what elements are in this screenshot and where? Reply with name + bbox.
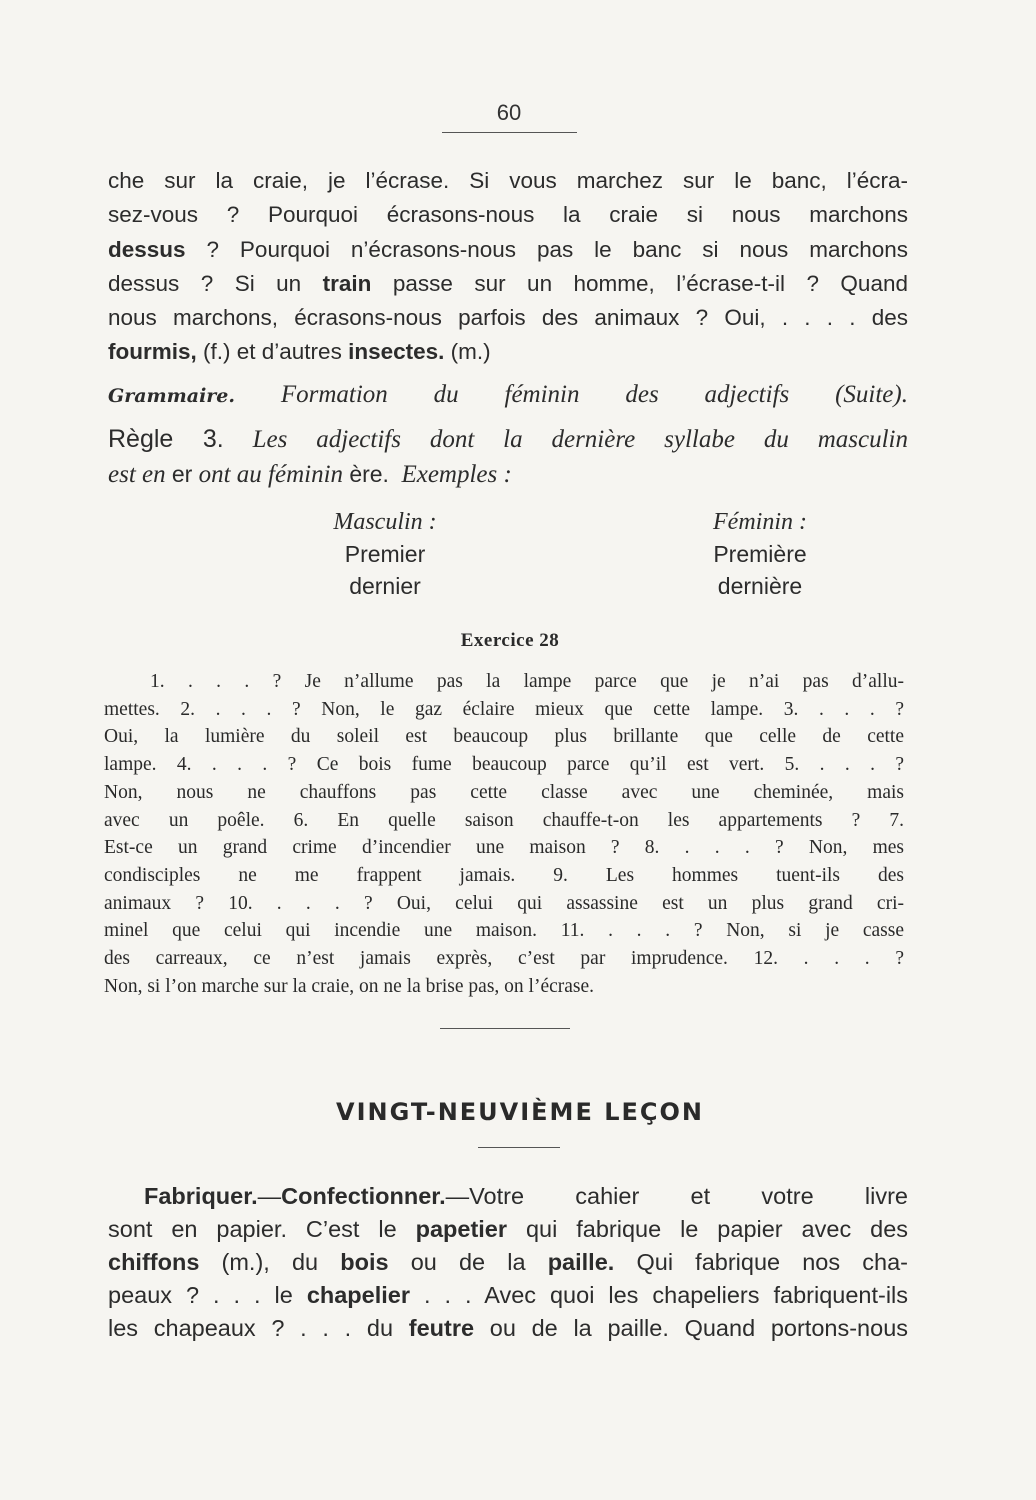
masculin-column	[310, 506, 460, 602]
exercise-title: Exercice 28	[460, 630, 560, 651]
intro-paragraph	[108, 164, 908, 370]
exercise-line: lampe. 4. . . . ? Ce bois fume beaucoup parce qu’il est vert. 5. . . . ?	[104, 754, 904, 776]
section-rule	[440, 1028, 570, 1029]
bold-word: insectes.	[348, 339, 445, 365]
intro-line-1: che sur la craie, je l’écrase. Si vous marchez sur le banc, l’écra-	[108, 168, 908, 193]
page-number: 60	[496, 100, 522, 125]
lesson-line-2: sont en papier. C’est le papetier qui fabrique le papier avec des	[108, 1216, 909, 1242]
grammar-title: Formation du féminin des adjectifs (Suite).	[280, 381, 908, 408]
exercise-line: mettes. 2. . . . ? Non, le gaz éclaire mieux que cette lampe. 3. . . . ?	[104, 698, 904, 720]
rule-text-1: Les adjectifs dont la dernière syllabe du masculin	[252, 426, 908, 453]
bold-word: train	[322, 270, 372, 296]
intro-line-3: dessus ? Pourquoi n’écrasons-nous pas le banc si nous marchons	[108, 236, 908, 262]
exercise-line: Est-ce un grand crime d’incendier une maison ? 8. . . . ? Non, mes	[104, 837, 904, 859]
fem-word-1: Première	[713, 541, 807, 567]
fem-word-2: dernière	[717, 573, 803, 599]
exercise-line: avec un poêle. 6. En quelle saison chauffe-t-on les appartements ? 7.	[104, 809, 904, 831]
lesson-title: VINGT-NEUVIÈME LEÇON	[336, 1098, 704, 1126]
exercise-line: 1. . . . ? Je n’allume pas la lampe parce que je n’ai pas d’allu-	[150, 671, 904, 692]
feminin-column	[680, 506, 840, 602]
examples-label: Exemples :	[401, 461, 512, 489]
exercise-line: minel que celui qui incendie une maison. 11. . . . ? Non, si je casse	[104, 920, 904, 942]
exercise-line: animaux ? 10. . . . ? Oui, celui qui assassine est un plus grand cri-	[104, 892, 904, 914]
exercise-line: Non, nous ne chauffons pas cette classe avec une cheminée, mais	[104, 781, 904, 803]
exercise-line: des carreaux, ce n’est jamais exprès, c’est par imprudence. 12. . . . ?	[104, 948, 904, 970]
lesson-paragraph	[108, 1180, 908, 1345]
intro-line-6: fourmis, (f.) et d’autres insectes. (m.)	[108, 339, 491, 365]
rule-paragraph	[108, 422, 908, 493]
masc-word-1: Premier	[344, 541, 426, 567]
feminin-heading: Féminin :	[713, 509, 807, 535]
exercise-line: condisciples ne me frappent jamais. 9. Les hommes tuent-ils des	[104, 864, 904, 886]
intro-line-2: sez-vous ? Pourquoi écrasons-nous la craie si nous marchons	[108, 202, 908, 228]
masc-word-2: dernier	[349, 573, 421, 599]
intro-line-4: dessus ? Si un train passe sur un homme, l’écrase-t-il ? Quand	[108, 270, 908, 296]
lesson-line-1: Fabriquer.—Confectionner.—Votre cahier et votre livre	[144, 1183, 908, 1209]
lesson-line-4: peaux ? . . . le chapelier . . . Avec quoi les chapeliers fabriquent-ils	[108, 1282, 909, 1308]
header-rule	[442, 132, 577, 133]
rule-line-1	[108, 422, 908, 457]
exercise-text	[104, 668, 904, 1000]
intro-line-5: nous marchons, écrasons-nous parfois des animaux ? Oui, . . . . des	[108, 305, 908, 331]
grammar-line	[108, 378, 908, 413]
bold-word: dessus	[108, 236, 186, 262]
bold-word: fourmis,	[108, 339, 197, 365]
rule-line-2: est en er ont au féminin ère. Exemples :	[108, 461, 512, 489]
grammar-heading	[108, 378, 908, 413]
grammar-label: Grammaire.	[108, 385, 235, 407]
lesson-line-5: les chapeaux ? . . . du feutre ou de la paille. Quand portons-nous	[108, 1315, 909, 1341]
rule-label: Règle 3.	[108, 425, 224, 453]
exercise-line: Non, si l’on marche sur la craie, on ne la brise pas, on l’écrase.	[104, 975, 595, 997]
masculin-heading: Masculin :	[333, 509, 437, 535]
lesson-rule	[478, 1147, 560, 1148]
exercise-line: Oui, la lumière du soleil est beaucoup plus brillante que celle de cette	[104, 726, 904, 748]
lesson-line-3: chiffons (m.), du bois ou de la paille. Qui fabrique nos cha-	[108, 1249, 908, 1275]
